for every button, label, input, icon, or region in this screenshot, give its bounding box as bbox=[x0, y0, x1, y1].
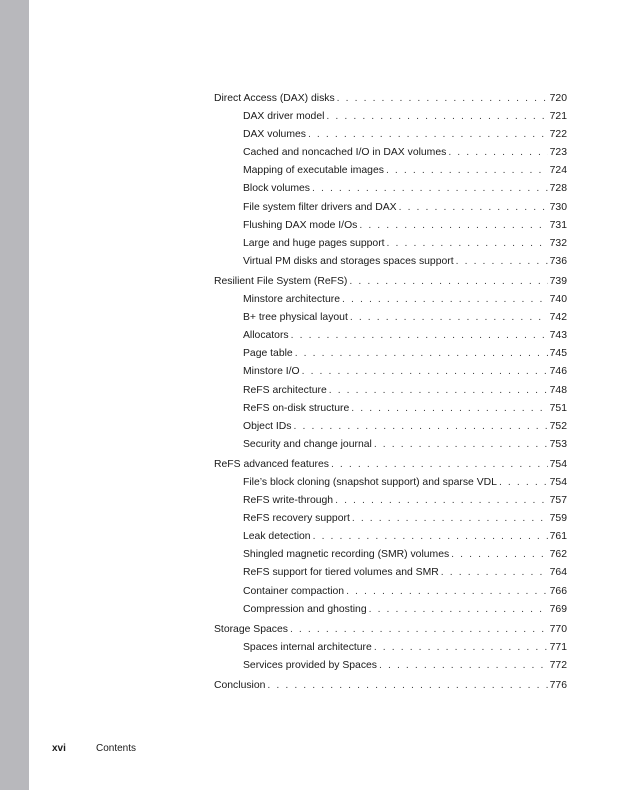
dot-leader bbox=[369, 601, 548, 619]
toc-subentry[interactable] bbox=[214, 583, 567, 601]
toc-subentry[interactable] bbox=[214, 546, 567, 564]
toc-subentry-title: Shingled magnetic recording (SMR) volumes bbox=[243, 549, 450, 561]
dot-leader bbox=[448, 144, 547, 162]
dot-leader bbox=[399, 199, 548, 217]
toc-subentry-title: Minstore I/O bbox=[243, 366, 300, 378]
toc-subentry[interactable] bbox=[214, 199, 567, 217]
toc-subentry-title: Flushing DAX mode I/Os bbox=[243, 219, 358, 231]
toc-subentry-page: 771 bbox=[549, 641, 567, 653]
dot-leader bbox=[302, 363, 548, 381]
toc-subentry-page: 732 bbox=[549, 237, 567, 249]
dot-leader bbox=[313, 528, 548, 546]
toc-entry[interactable] bbox=[214, 621, 567, 639]
toc-subentry[interactable] bbox=[214, 528, 567, 546]
toc-subentry-page: 754 bbox=[549, 476, 567, 488]
toc-subentry-page: 761 bbox=[549, 531, 567, 543]
toc-subentry[interactable] bbox=[214, 400, 567, 418]
footer-label: Contents bbox=[96, 743, 137, 754]
toc-subentry-page: 730 bbox=[549, 201, 567, 213]
toc-subentry-page: 751 bbox=[549, 402, 567, 414]
toc-subentry-page: 742 bbox=[549, 312, 567, 324]
toc-subentry[interactable] bbox=[214, 436, 567, 454]
toc-subentry-title: Virtual PM disks and storages spaces support bbox=[243, 255, 454, 267]
toc-subentry-page: 762 bbox=[549, 549, 567, 561]
toc-subentry-title: DAX volumes bbox=[243, 129, 306, 141]
toc-subentry[interactable] bbox=[214, 108, 567, 126]
toc-subentry[interactable] bbox=[214, 345, 567, 363]
toc-subentry[interactable] bbox=[214, 309, 567, 327]
toc-subentry-page: 753 bbox=[549, 438, 567, 450]
toc-subentry-page: 723 bbox=[549, 147, 567, 159]
toc-subentry-title: Page table bbox=[243, 348, 293, 360]
toc-subentry-title: ReFS on-disk structure bbox=[243, 402, 350, 414]
dot-leader bbox=[291, 327, 548, 345]
toc-subentry[interactable] bbox=[214, 601, 567, 619]
toc-subentry[interactable] bbox=[214, 126, 567, 144]
toc-subentry-page: 752 bbox=[549, 420, 567, 432]
toc-subentry[interactable] bbox=[214, 217, 567, 235]
toc-section bbox=[214, 456, 567, 619]
dot-leader bbox=[346, 583, 548, 601]
toc-subentry-title: ReFS write-through bbox=[243, 495, 334, 507]
toc-subentry-page: 740 bbox=[549, 294, 567, 306]
toc-subentry-title: Block volumes bbox=[243, 183, 310, 195]
toc-subentry[interactable] bbox=[214, 657, 567, 675]
toc-subentry-title: Cached and noncached I/O in DAX volumes bbox=[243, 147, 447, 159]
dot-leader bbox=[451, 546, 547, 564]
dot-leader bbox=[352, 510, 548, 528]
dot-leader bbox=[456, 253, 548, 271]
dot-leader bbox=[342, 291, 548, 309]
dot-leader bbox=[359, 217, 547, 235]
toc-subentry-page: 724 bbox=[549, 165, 567, 177]
toc-subentry[interactable] bbox=[214, 235, 567, 253]
toc-subentry-title: Allocators bbox=[243, 330, 289, 342]
toc-subentry[interactable] bbox=[214, 253, 567, 271]
dot-leader bbox=[387, 235, 548, 253]
toc-subentry-page: 759 bbox=[549, 513, 567, 525]
toc-subentry-title: B+ tree physical layout bbox=[243, 312, 348, 324]
toc-entry-title: Conclusion bbox=[214, 680, 266, 691]
toc-subentry-title: Security and change journal bbox=[243, 438, 372, 450]
toc-subentry-title: File system filter drivers and DAX bbox=[243, 201, 397, 213]
toc-entry[interactable] bbox=[214, 456, 567, 474]
toc-subentry[interactable] bbox=[214, 180, 567, 198]
dot-leader bbox=[350, 309, 548, 327]
dot-leader bbox=[374, 639, 548, 657]
toc-subentry[interactable] bbox=[214, 162, 567, 180]
toc-subentry-title: ReFS architecture bbox=[243, 384, 327, 396]
toc-entry-title: Direct Access (DAX) disks bbox=[214, 93, 335, 104]
toc-subentry-title: Spaces internal architecture bbox=[243, 641, 372, 653]
toc-subentry-title: Mapping of executable images bbox=[243, 165, 384, 177]
dot-leader bbox=[294, 418, 548, 436]
page-footer bbox=[52, 742, 137, 756]
toc-subentry-page: 746 bbox=[549, 366, 567, 378]
toc-subentry[interactable] bbox=[214, 327, 567, 345]
toc-subentry-page: 722 bbox=[549, 129, 567, 141]
toc-subentry-page: 731 bbox=[549, 219, 567, 231]
dot-leader bbox=[374, 436, 548, 454]
dot-leader bbox=[337, 90, 548, 108]
toc-subentry[interactable] bbox=[214, 510, 567, 528]
toc-subentry[interactable] bbox=[214, 474, 567, 492]
toc-subentry-title: Object IDs bbox=[243, 420, 292, 432]
toc-subentry-title: Services provided by Spaces bbox=[243, 659, 377, 671]
toc-subentry[interactable] bbox=[214, 492, 567, 510]
toc-entry-page: 770 bbox=[549, 623, 567, 635]
toc-section bbox=[214, 621, 567, 675]
dot-leader bbox=[326, 108, 547, 126]
dot-leader bbox=[312, 180, 548, 198]
toc-subentry[interactable] bbox=[214, 382, 567, 400]
dot-leader bbox=[267, 677, 547, 695]
toc-subentry-page: 772 bbox=[549, 659, 567, 671]
toc-subentry[interactable] bbox=[214, 639, 567, 657]
toc-subentry-title: ReFS recovery support bbox=[243, 513, 350, 525]
toc-subentry-title: Leak detection bbox=[243, 531, 311, 543]
toc-subentry-page: 769 bbox=[549, 603, 567, 615]
dot-leader bbox=[441, 564, 548, 582]
toc-section bbox=[214, 90, 567, 271]
dot-leader bbox=[331, 456, 548, 474]
toc-subentry[interactable] bbox=[214, 363, 567, 381]
toc-entry-title: ReFS advanced features bbox=[214, 458, 329, 470]
toc-entry-page: 720 bbox=[549, 93, 567, 104]
toc-subentry-page: 745 bbox=[549, 348, 567, 360]
toc-subentry-page: 721 bbox=[549, 111, 567, 123]
toc-entry-page: 754 bbox=[549, 458, 567, 470]
toc-subentry-title: Container compaction bbox=[243, 585, 345, 597]
toc-subentry-title: ReFS support for tiered volumes and SMR bbox=[243, 567, 439, 579]
toc-subentry-page: 766 bbox=[549, 585, 567, 597]
toc-subentry-page: 764 bbox=[549, 567, 567, 579]
toc-subentry-page: 748 bbox=[549, 384, 567, 396]
toc-subentry[interactable] bbox=[214, 291, 567, 309]
toc-subentry-title: Large and huge pages support bbox=[243, 237, 385, 249]
toc-subentry-page: 757 bbox=[549, 495, 567, 507]
footer-page-number: xvi bbox=[52, 743, 66, 754]
toc-entry-page: 776 bbox=[549, 680, 567, 691]
toc-entry-page: 739 bbox=[549, 275, 567, 287]
toc-subentry-page: 736 bbox=[549, 255, 567, 267]
dot-leader bbox=[351, 400, 547, 418]
toc-entry[interactable] bbox=[214, 273, 567, 291]
toc-entry[interactable] bbox=[214, 677, 567, 695]
dot-leader bbox=[295, 345, 548, 363]
toc-subentry-title: Minstore architecture bbox=[243, 294, 341, 306]
toc-entry-title: Resilient File System (ReFS) bbox=[214, 275, 348, 287]
table-of-contents bbox=[214, 90, 567, 695]
dot-leader bbox=[379, 657, 548, 675]
toc-subentry-title: DAX driver model bbox=[243, 111, 325, 123]
toc-subentry-page: 728 bbox=[549, 183, 567, 195]
dot-leader bbox=[349, 273, 547, 291]
dot-leader bbox=[386, 162, 548, 180]
toc-subentry[interactable] bbox=[214, 564, 567, 582]
toc-subentry[interactable] bbox=[214, 418, 567, 436]
toc-section bbox=[214, 677, 567, 695]
dot-leader bbox=[308, 126, 548, 144]
dot-leader bbox=[290, 621, 548, 639]
dot-leader bbox=[329, 382, 548, 400]
toc-entry-title: Storage Spaces bbox=[214, 623, 288, 635]
dot-leader bbox=[335, 492, 548, 510]
page-edge-bar bbox=[0, 0, 29, 790]
dot-leader bbox=[499, 474, 548, 492]
toc-subentry-title: Compression and ghosting bbox=[243, 603, 367, 615]
toc-subentry-title: File’s block cloning (snapshot support) and sparse VDL bbox=[243, 476, 497, 488]
toc-section bbox=[214, 273, 567, 454]
toc-entry[interactable] bbox=[214, 90, 567, 108]
toc-subentry-page: 743 bbox=[549, 330, 567, 342]
toc-subentry[interactable] bbox=[214, 144, 567, 162]
